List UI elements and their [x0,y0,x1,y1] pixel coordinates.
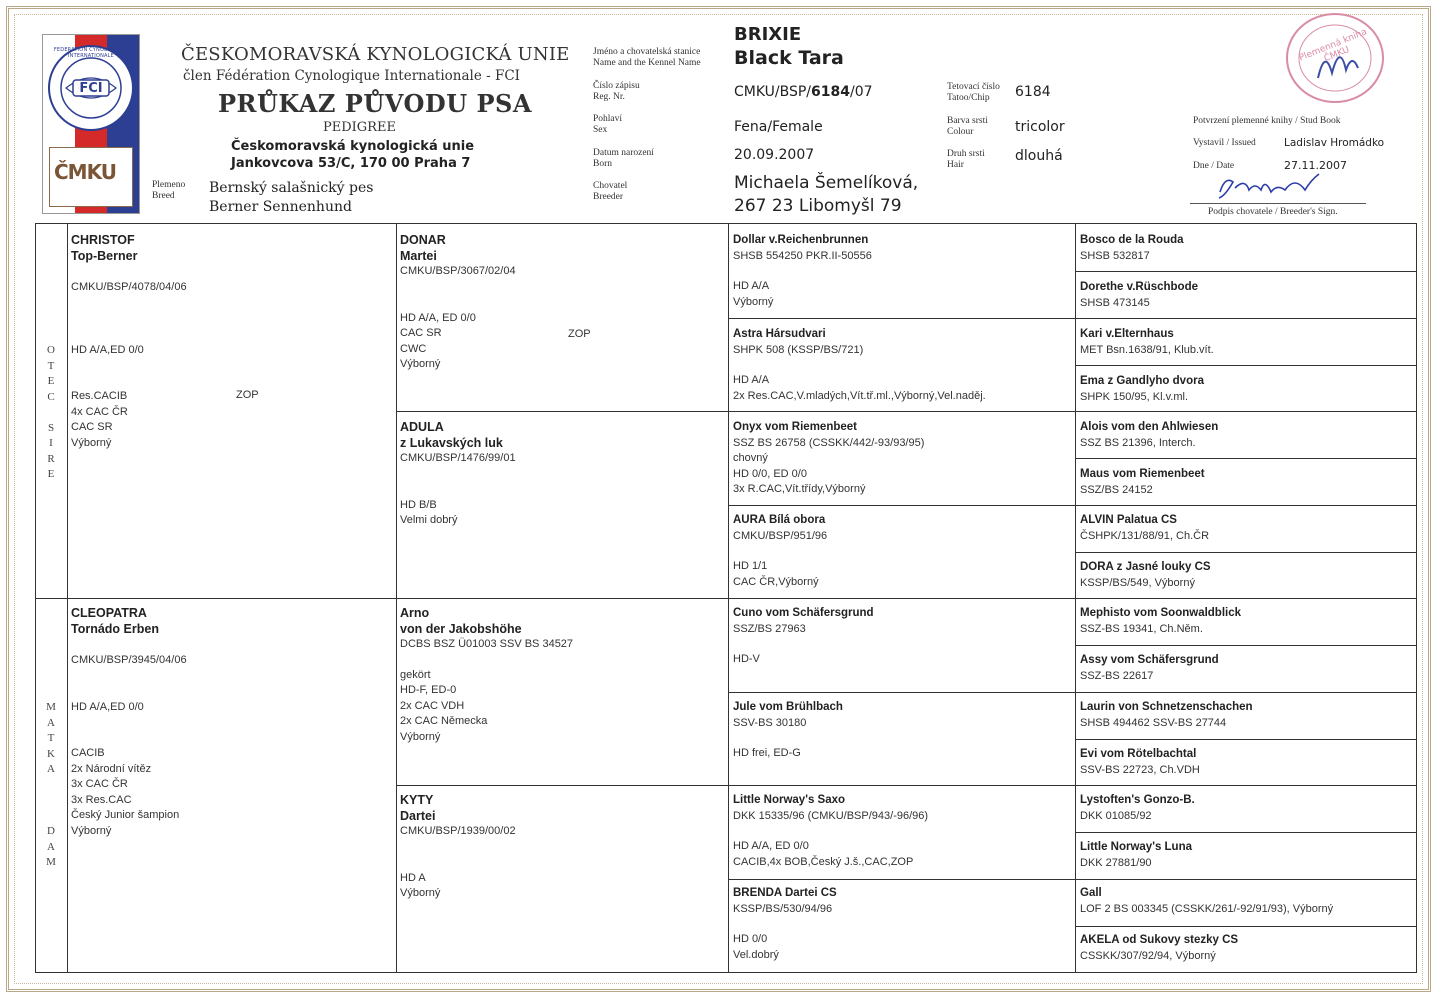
chip-number: 6184 [1015,84,1051,100]
org-name: ČESKOMORAVSKÁ KYNOLOGICKÁ UNIE [181,44,570,65]
reg-label-en: Reg. Nr. [593,92,625,102]
gen4-cell-6 [1080,467,1410,498]
gen3-info: HD A/A, ED 0/0 CACIB,4x BOB,Český J.š.,CAC,ZOP [733,840,914,868]
dam-reg: CMKU/BSP/3945/04/06 [71,654,187,666]
gen2-info: HD B/B Velmi dobrý [400,498,458,526]
gen2-name: Arno [400,606,430,620]
sire-zop: ZOP [236,389,259,401]
stamp-text: Plemenná kniha ČMKU [1297,27,1369,65]
gen4-reg: MET Bsn.1638/91, Klub.vít. [1080,343,1214,356]
gen3-cell-5 [733,606,1071,668]
sire-name: CHRISTOF [71,233,135,247]
gen4-name: Lystoften's Gonzo-B. [1080,794,1195,806]
gen3-cell-2 [733,327,1071,404]
gen2-cell-1 [400,233,720,373]
gen2-cell-2 [400,420,720,529]
gen3-reg: SHPK 508 (KSSP/BS/721) [733,343,864,356]
gen3-cell-4 [733,513,1071,590]
gen4-cell-1 [1080,233,1410,264]
gen4-name: Ema z Gandlyho dvora [1080,375,1204,387]
gen4-name: Assy vom Schäfersgrund [1080,654,1219,666]
gen3-name: Little Norway's Saxo [733,794,846,806]
gen3-reg: SSZ/BS 27963 [733,622,806,635]
dam-side-label: M A T K A D A M [46,701,56,868]
gen2-kennel: z Lukavských luk [400,435,503,450]
dam-titles: CACIB 2x Národní vítěz 3x CAC ČR 3x Res.CAC Český Junior šampion Výborný [71,747,180,837]
date-label: Dne / Date [1193,161,1235,171]
gen4-cell-16 [1080,933,1410,964]
born-label-en: Born [593,159,612,169]
issued-by: Ladislav Hromádko [1284,137,1385,149]
sex-label-cz: Pohlaví [593,114,623,124]
gen3-reg: SSV-BS 30180 [733,716,807,729]
dog-name: BRIXIE [734,24,802,45]
gen3-name: Jule vom Brühlbach [733,701,843,713]
gen4-reg: SSZ BS 21396, Interch. [1080,436,1196,449]
dam-name: CLEOPATRA [71,606,147,620]
sire-cell [71,233,391,451]
sex-label-en: Sex [593,125,608,135]
gen2-info: gekört HD-F, ED-0 2x CAC VDH 2x CAC Německa Výborný [400,668,488,743]
gen4-reg: SHPK 150/95, Kl.v.ml. [1080,390,1189,403]
gen2-reg: DCBS BSZ Ü01003 SSV BS 34527 [400,638,574,650]
gen4-cell-13 [1080,793,1410,824]
colour-label-en: Colour [947,127,974,137]
gen4-cell-10 [1080,653,1410,684]
hair-label-en: Hair [947,160,964,170]
org-fci-membership: člen Fédération Cynologique Internationale - FCI [183,68,520,84]
gen4-reg: SSZ/BS 24152 [1080,483,1153,496]
sire-kennel: Top-Berner [71,248,138,263]
gen4-cell-11 [1080,700,1410,731]
name-label-en: Name and the Kennel Name [593,58,701,68]
breeder-name: Michaela Šemelíková, [734,173,919,193]
gen2-name: DONAR [400,233,446,247]
gen2-cell-3 [400,606,720,745]
studbook-confirm-label: Potvrzení plemenné knihy / Stud Book [1193,116,1341,126]
breeder-address: 267 23 Libomyšl 79 [734,196,902,216]
gen4-reg: SHSB 532817 [1080,249,1150,262]
sire-side-label: O T E C S I R E [47,344,55,480]
gen4-name: AKELA od Sukovy stezky CS [1080,934,1239,946]
document-title: PRŮKAZ PŮVODU PSA [218,89,532,118]
gen4-name: Laurin von Schnetzenschachen [1080,701,1253,713]
gen3-info: HD frei, ED-G [733,747,801,759]
gen3-info: HD 1/1 CAC ČR,Výborný [733,560,819,588]
signature-line [1190,203,1366,204]
logo-cmku-text: ČMKU [54,160,116,184]
gen4-cell-9 [1080,606,1410,637]
dam-health: HD A/A,ED 0/0 [71,700,144,713]
breed-label-en: Breed [152,191,175,201]
gen4-cell-5 [1080,420,1410,451]
dam-cell [71,606,391,839]
gen3-name: AURA Bílá obora [733,514,826,526]
gen4-reg: DKK 01085/92 [1080,809,1152,822]
document-subtitle: PEDIGREE [323,120,396,135]
gen4-reg: CSSKK/307/92/94, Výborný [1080,949,1216,962]
breed-label-cz: Plemeno [152,180,186,190]
gen4-name: DORA z Jasné louky CS [1080,561,1211,573]
gen4-name: Bosco de la Rouda [1080,234,1184,246]
gen4-cell-14 [1080,840,1410,871]
gen3-cell-7 [733,793,1071,870]
gen4-cell-3 [1080,327,1410,358]
gen3-reg: SHSB 554250 PKR.II-50556 [733,249,872,262]
sire-health: HD A/A,ED 0/0 [71,343,144,356]
gen4-reg: DKK 27881/90 [1080,856,1152,869]
hair-label-cz: Druh srsti [947,149,985,159]
gen4-reg: SSZ-BS 22617 [1080,669,1154,682]
gen3-name: Cuno vom Schäfersgrund [733,607,874,619]
chip-label-en: Tatoo/Chip [947,93,990,103]
born-value: 20.09.2007 [734,147,815,163]
gen4-name: Dorethe v.Rüschbode [1080,281,1198,293]
gen4-reg: KSSP/BS/549, Výborný [1080,576,1195,589]
gen2-kennel: Martei [400,248,437,263]
address-line-1: Českomoravská kynologická unie [231,139,475,154]
sire-reg: CMKU/BSP/4078/04/06 [71,281,187,293]
gen4-cell-2 [1080,280,1410,311]
cmku-logo-box [49,147,133,207]
gen2-info: HD A Výborný [400,871,441,899]
gen2-kennel: Dartei [400,808,436,823]
gen3-reg: DKK 15335/96 (CMKU/BSP/943/-96/96) [733,809,929,822]
gen3-info: chovný HD 0/0, ED 0/0 3x R.CAC,Vít.třídy,Výborný [733,452,866,495]
gen4-name: Mephisto vom Soonwaldblick [1080,607,1242,619]
gen3-name: Onyx vom Riemenbeet [733,421,857,433]
pedigree-table [35,223,1417,973]
logo-ring-text: FEDERATION CYNOLOGIQUE INTERNATIONALE [53,47,129,59]
gen4-name: Kari v.Elternhaus [1080,328,1174,340]
gen3-cell-1 [733,233,1071,310]
issued-label: Vystavil / Issued [1193,138,1256,148]
gen3-cell-3 [733,420,1071,498]
logo-fci-text: FCI [79,81,103,96]
gen4-name: Gall [1080,887,1102,899]
gen4-reg: LOF 2 BS 003345 (CSSKK/261/-92/91/93), Výborný [1080,902,1334,915]
breed-de: Berner Sennenhund [209,199,352,215]
gen4-reg: ČSHPK/131/88/91, Ch.ČR [1080,529,1210,542]
gen4-name: ALVIN Palatua CS [1080,514,1177,526]
gen2-name: KYTY [400,793,434,807]
gen4-name: Maus vom Riemenbeet [1080,468,1205,480]
gen2-kennel: von der Jakobshöhe [400,621,522,636]
breed-cz: Bernský salašnický pes [209,180,374,196]
fci-cmku-logo [42,34,140,214]
dog-kennel-name: Black Tara [734,47,844,69]
gen2-reg: CMKU/BSP/1476/99/01 [400,452,516,464]
gen3-name: Astra Hársudvari [733,328,826,340]
gen3-info: HD A/A 2x Res.CAC,V.mladých,Vít.tř.ml.,Výborný,Vel.naděj. [733,374,986,402]
gen2-cell-4 [400,793,720,902]
chip-label-cz: Tetovací číslo [947,82,1000,92]
gen3-info: HD-V [733,653,760,665]
breeder-label-cz: Chovatel [593,181,628,191]
gen4-reg: SHSB 473145 [1080,296,1150,309]
reg-number: CMKU/BSP/6184/07 [734,84,873,100]
gen2-name: ADULA [400,420,444,434]
reg-label-cz: Číslo zápisu [593,81,640,91]
gen4-reg: SSZ-BS 19341, Ch.Něm. [1080,622,1203,635]
gen2-reg: CMKU/BSP/1939/00/02 [400,825,516,837]
name-label-cz: Jméno a chovatelská stanice [593,47,701,57]
sire-titles: Res.CACIB 4x CAC ČR CAC SR Výborný [71,390,128,449]
gen3-reg: SSZ BS 26758 (CSSKK/442/-93/93/95) [733,436,925,449]
breeder-signature-icon [1215,170,1335,202]
gen4-name: Little Norway's Luna [1080,841,1193,853]
gen4-name: Evi vom Rötelbachtal [1080,748,1197,760]
gen4-reg: SHSB 494462 SSV-BS 27744 [1080,716,1227,729]
gen2-info: HD A/A, ED 0/0 CAC SR CWC Výborný [400,311,476,370]
colour-value: tricolor [1015,119,1065,135]
colour-label-cz: Barva srsti [947,116,988,126]
gen3-name: Dollar v.Reichenbrunnen [733,234,869,246]
gen4-reg: SSV-BS 22723, Ch.VDH [1080,763,1200,776]
born-label-cz: Datum narození [593,148,654,158]
hair-value: dlouhá [1015,148,1063,164]
dam-kennel: Tornádo Erben [71,621,159,636]
gen2-reg: CMKU/BSP/3067/02/04 [400,265,516,277]
gen4-cell-8 [1080,560,1410,591]
gen4-cell-7 [1080,513,1410,544]
gen4-cell-15 [1080,886,1410,917]
gen4-name: Alois vom den Ahlwiesen [1080,421,1219,433]
gen3-name: BRENDA Dartei CS [733,887,837,899]
issued-date: 27.11.2007 [1284,159,1347,172]
gen3-cell-8 [733,886,1071,963]
gen4-cell-12 [1080,747,1410,778]
gen3-cell-6 [733,700,1071,762]
gen4-cell-4 [1080,374,1410,405]
gen3-reg: CMKU/BSP/951/96 [733,529,828,542]
gen3-info: HD A/A Výborný [733,280,774,308]
gen3-reg: KSSP/BS/530/94/96 [733,902,833,915]
signature-label: Podpis chovatele / Breeder's Sign. [1208,207,1338,217]
breeder-label-en: Breeder [593,192,624,202]
sex-value: Fena/Female [734,119,823,135]
gen3-info: HD 0/0 Vel.dobrý [733,933,779,961]
address-line-2: Jankovcova 53/C, 170 00 Praha 7 [231,156,471,171]
gen2-zop: ZOP [568,328,591,340]
